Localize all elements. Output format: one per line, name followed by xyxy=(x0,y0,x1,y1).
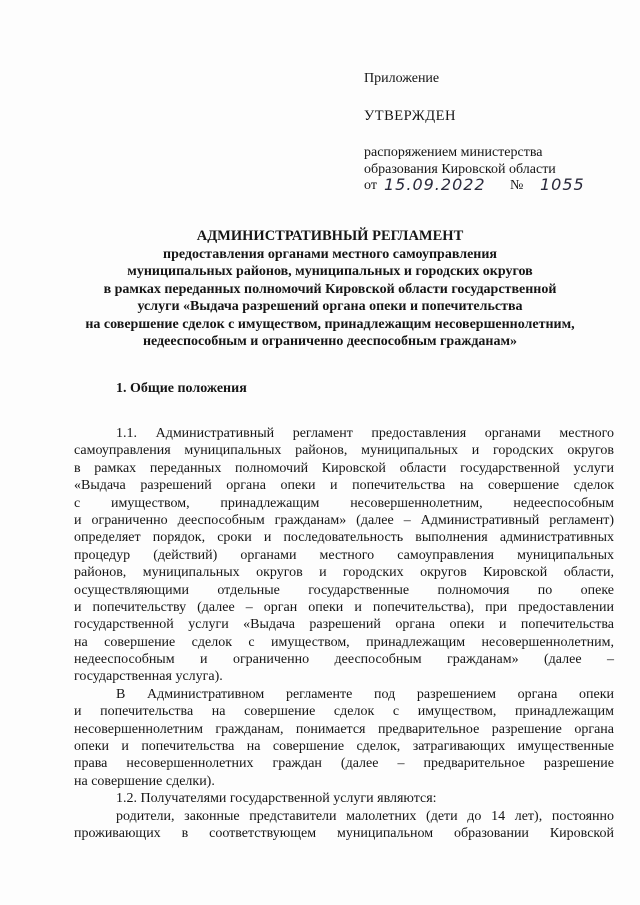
section-heading: 1. Общие положения xyxy=(116,381,247,396)
paragraph-line: «Выдача разрешений органа опеки и попечительства на совершение сделок xyxy=(74,478,614,494)
title-line: муниципальных районов, муниципальных и городских округов xyxy=(127,264,533,279)
regulation-title xyxy=(60,228,600,351)
title-line: недееспособным и ограниченно дееспособным гражданам» xyxy=(142,334,518,349)
title-main: АДМИНИСТРАТИВНЫЙ РЕГЛАМЕНТ xyxy=(196,228,464,244)
paragraph-line: на совершение сделок с имуществом, принадлежащим несовершеннолетним, xyxy=(74,634,614,650)
number-prefix: № xyxy=(510,178,524,193)
title-line: на совершение сделок с имуществом, принадлежащим несовершеннолетним, xyxy=(85,316,575,332)
issuer-line: распоряжением министерства xyxy=(364,145,543,160)
issuer-line: образования Кировской области xyxy=(364,162,556,177)
paragraph-line: 1.1. Административный регламент предоставления органами местного xyxy=(116,426,614,441)
paragraph-line: районов, муниципальных округов и городских округов Кировской области, xyxy=(74,565,614,581)
appendix-text: Приложение xyxy=(364,71,440,86)
paragraph-line: родители, законные представители малолетних (дети до 14 лет), постоянно xyxy=(116,808,614,824)
paragraph-line: 1.2. Получателями государственной услуги являются: xyxy=(116,791,437,807)
date-prefix: от xyxy=(364,178,377,193)
paragraph-line: и попечительству (далее – орган опеки и попечительства), при предоставлении xyxy=(74,599,614,615)
paragraph-line: процедур (действий) органами местного самоуправления муниципальных xyxy=(74,547,614,563)
title-line: в рамках переданных полномочий Кировской области государственной xyxy=(103,281,557,297)
paragraph-line: осуществляющими отдельные государственные полномочия по опеке xyxy=(74,582,614,598)
paragraph-line: права несовершеннолетних граждан (далее – предварительное разрешение xyxy=(74,756,614,772)
paragraph-line: определяет порядок, сроки и последовательность выполнения административных xyxy=(74,530,614,546)
paragraph-line: государственная услуга). xyxy=(74,669,223,685)
paragraph-line: на совершение сделки). xyxy=(74,773,215,789)
paragraph-line: опеки и попечительства на совершение сделок, затрагивающих имущественные xyxy=(74,739,614,755)
handwritten-date: 15.09.2022 xyxy=(384,175,486,194)
paragraph-line: проживающих в соответствующем муниципальном образовании Кировской xyxy=(74,825,614,841)
approved-stamp-text: УТВЕРЖДЕН xyxy=(364,108,456,124)
issuer-block xyxy=(364,144,634,178)
paragraph-line: недееспособным и ограниченно дееспособным гражданам» (далее – xyxy=(74,652,614,668)
paragraph-line: несовершеннолетним гражданам, понимается предварительное разрешение органа xyxy=(74,721,614,737)
body-text xyxy=(74,425,614,842)
appendix-label xyxy=(364,70,634,87)
title-line: предоставления органами местного самоуправления xyxy=(163,246,497,262)
paragraph-line: и ограниченно дееспособным гражданам» (далее – Административный регламент) xyxy=(74,512,614,528)
paragraph-line: с имуществом, принадлежащим несовершеннолетним, недееспособным xyxy=(74,495,614,511)
order-date-number xyxy=(364,175,634,198)
handwritten-number: 1055 xyxy=(540,175,585,194)
title-line: услуги «Выдача разрешений органа опеки и попечительства xyxy=(137,299,523,314)
paragraph-line: самоуправления муниципальных районов, муниципальных и городских округов xyxy=(74,443,614,459)
paragraph-line: В Административном регламенте под разрешением органа опеки xyxy=(116,686,614,702)
paragraph-line: государственной услуги «Выдача разрешений органа опеки и попечительства xyxy=(74,617,614,633)
paragraph-line: и попечительства на совершение сделок с имуществом, принадлежащим xyxy=(74,704,614,720)
paragraph-line: в рамках переданных полномочий Кировской области государственной услуги xyxy=(74,460,614,476)
